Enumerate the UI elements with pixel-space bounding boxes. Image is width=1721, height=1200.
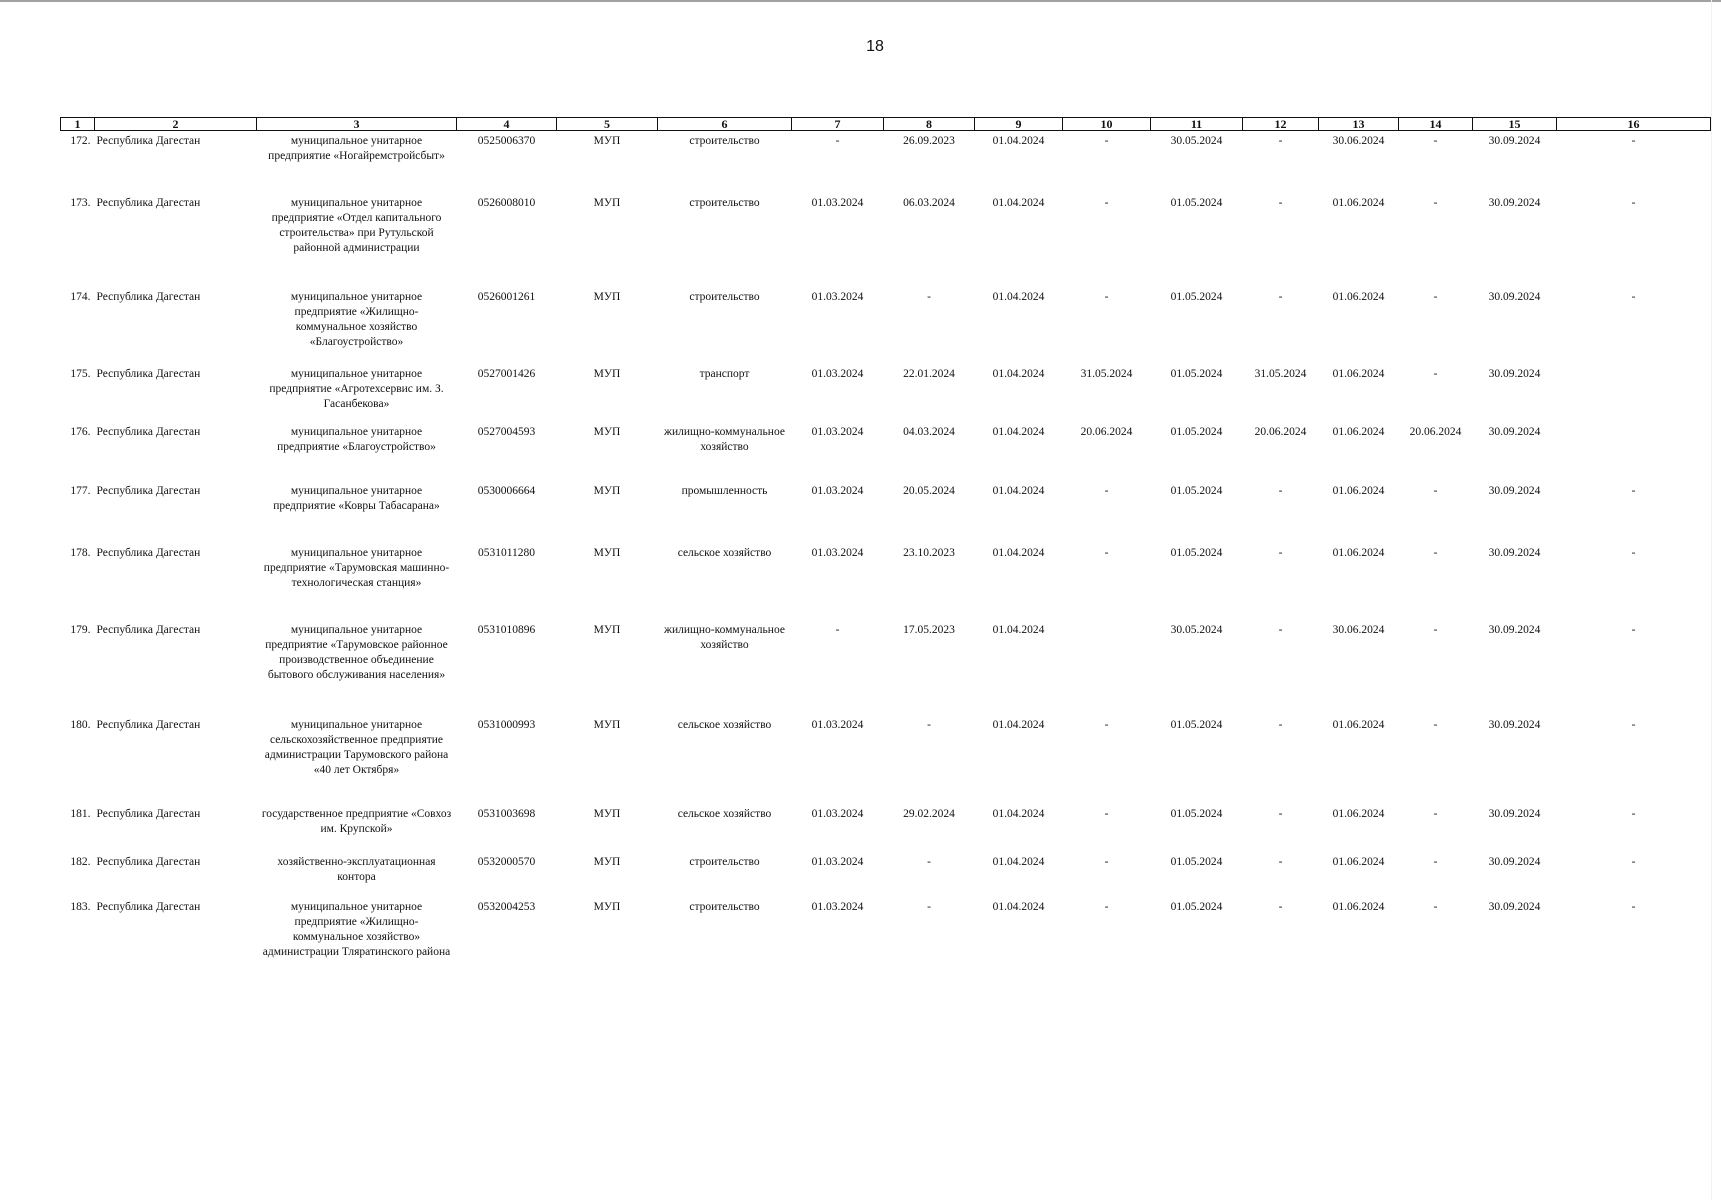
table-cell-col-15: 30.09.2024 (1488, 135, 1541, 147)
table-cell-col-1: 182. (70, 855, 91, 868)
table-cell-col-3: муниципальное унитарное предприятие «Тарумовская машинно-технологическая станция» (263, 546, 450, 589)
table-cell-col-10: - (1104, 900, 1109, 913)
table-cell-col-10: - (1104, 290, 1109, 303)
table-cell-col-5: МУП (593, 484, 621, 497)
table-cell-col-14: 20.06.2024 (1409, 425, 1462, 438)
table-cell-col-12: - (1278, 855, 1283, 868)
table-cell-col-2: Республика Дагестан (96, 718, 201, 731)
table-cell-col-9: 01.04.2024 (992, 546, 1045, 559)
table-cell-col-3: муниципальное унитарное предприятие «Тарумовское районное производственное объединение бытового обслуживания населения» (265, 623, 448, 681)
table-cell-col-2: Республика Дагестан (96, 484, 201, 497)
column-header-8: 8 (884, 118, 975, 131)
table-cell-col-14: - (1433, 855, 1438, 868)
column-header-5: 5 (557, 118, 658, 131)
table-cell-col-9: 01.04.2024 (992, 425, 1045, 438)
table-cell-col-12: - (1278, 900, 1283, 913)
table-cell-col-5: МУП (593, 855, 621, 868)
table-cell-col-4: 0525006370 (477, 135, 536, 147)
column-header-15: 15 (1473, 118, 1557, 131)
table-cell-col-8: 22.01.2024 (903, 367, 955, 380)
column-header-2: 2 (95, 118, 257, 131)
table-cell-col-1: 179. (70, 623, 91, 636)
table-cell-col-7: 01.03.2024 (811, 425, 864, 438)
table-cell-col-8: 26.09.2023 (903, 135, 955, 147)
column-header-16: 16 (1557, 118, 1711, 131)
table-cell-col-13: 01.06.2024 (1332, 855, 1385, 868)
table-cell-col-16 (1557, 422, 1711, 481)
table-cell-col-5: МУП (593, 900, 621, 913)
table-cell-col-10: - (1104, 484, 1109, 497)
table-cell-col-11: 01.05.2024 (1170, 807, 1223, 820)
table-cell-col-12: - (1278, 718, 1283, 731)
table-cell-col-9: 01.04.2024 (992, 135, 1045, 147)
table-cell-col-7: 01.03.2024 (811, 855, 864, 868)
table-cell-col-13: 01.06.2024 (1332, 718, 1385, 731)
table-cell-col-7: 01.03.2024 (811, 718, 864, 731)
table-cell-col-12: 20.06.2024 (1254, 425, 1307, 438)
table-cell-col-4: 0530006664 (477, 484, 536, 497)
table-cell-col-5: МУП (593, 718, 621, 731)
table-cell-col-7: 01.03.2024 (811, 546, 864, 559)
table-cell-col-4: 0531011280 (477, 546, 536, 559)
table-cell-col-10: - (1104, 807, 1109, 820)
table-cell-col-12: - (1278, 196, 1283, 209)
table-cell-col-2: Республика Дагестан (96, 855, 201, 868)
table-row (61, 287, 1711, 364)
table-cell-col-6: строительство (689, 900, 760, 913)
table-cell-col-14: - (1433, 290, 1438, 303)
table-cell-col-10: - (1104, 855, 1109, 868)
table-row (61, 804, 1711, 852)
table-cell-col-15: 30.09.2024 (1488, 623, 1541, 636)
table-cell-col-15: 30.09.2024 (1488, 484, 1541, 497)
table-cell-col-1: 183. (70, 900, 91, 913)
table-cell-col-11: 30.05.2024 (1170, 623, 1223, 636)
page-top-edge (0, 0, 1721, 2)
table-cell-col-11: 01.05.2024 (1170, 425, 1223, 438)
table-cell-col-1: 177. (70, 484, 91, 497)
table-cell-col-2: Республика Дагестан (96, 290, 201, 303)
table-cell-col-4: 0527004593 (477, 425, 536, 438)
column-header-13: 13 (1319, 118, 1399, 131)
table-cell-col-1: 180. (70, 718, 91, 731)
table-cell-col-2: Республика Дагестан (96, 196, 201, 209)
table-cell-col-14: - (1433, 135, 1438, 147)
table-cell-col-6: строительство (689, 135, 760, 147)
table-cell-col-8: 29.02.2024 (903, 807, 955, 820)
table-cell-col-3: муниципальное унитарное предприятие «Ногайремстройсбыт» (268, 135, 445, 162)
table-cell-col-16: - (1631, 546, 1636, 559)
table-cell-col-16 (1557, 364, 1711, 422)
column-header-9: 9 (975, 118, 1063, 131)
table-cell-col-9: 01.04.2024 (992, 367, 1045, 380)
table-cell-col-6: строительство (689, 290, 760, 303)
column-header-6: 6 (658, 118, 792, 131)
table-cell-col-3: муниципальное унитарное сельскохозяйственное предприятие администрации Тарумовского района «40 лет Октября» (264, 718, 449, 776)
table-cell-col-14: - (1433, 484, 1438, 497)
table-cell-col-3: муниципальное унитарное предприятие «Агротехсервис им. З. Гасанбекова» (269, 367, 444, 410)
table-cell-col-2: Республика Дагестан (96, 546, 201, 559)
table-cell-col-4: 0531010896 (477, 623, 536, 636)
table-cell-col-11: 01.05.2024 (1170, 855, 1223, 868)
table-cell-col-8: 06.03.2024 (903, 196, 955, 209)
table-cell-col-7: 01.03.2024 (811, 484, 864, 497)
table-cell-col-16: - (1631, 623, 1636, 636)
column-header-10: 10 (1063, 118, 1151, 131)
table-cell-col-5: МУП (593, 623, 621, 636)
table-cell-col-12: - (1278, 546, 1283, 559)
scan-edge (1711, 0, 1712, 1200)
table-cell-col-13: 30.06.2024 (1332, 623, 1385, 636)
table-cell-col-11: 01.05.2024 (1170, 290, 1223, 303)
table-cell-col-6: сельское хозяйство (677, 546, 772, 559)
table-cell-col-15: 30.09.2024 (1488, 807, 1541, 820)
table-cell-col-7: 01.03.2024 (811, 367, 864, 380)
table-cell-col-16: - (1631, 290, 1636, 303)
table-cell-col-9: 01.04.2024 (992, 718, 1045, 731)
table-cell-col-14: - (1433, 623, 1438, 636)
table-cell-col-13: 01.06.2024 (1332, 367, 1385, 380)
table-cell-col-16: - (1631, 484, 1636, 497)
column-header-14: 14 (1399, 118, 1473, 131)
table-cell-col-8: 17.05.2023 (903, 623, 955, 636)
table-row (61, 422, 1711, 481)
table-cell-col-16: - (1631, 855, 1636, 868)
table-cell-col-6: жилищно-коммунальное хозяйство (664, 623, 785, 651)
table-row (61, 620, 1711, 715)
table-cell-col-11: 01.05.2024 (1170, 900, 1223, 913)
table-cell-col-15: 30.09.2024 (1488, 290, 1541, 303)
table-cell-col-5: МУП (593, 807, 621, 820)
table-cell-col-11: 01.05.2024 (1170, 546, 1223, 559)
table-cell-col-13: 01.06.2024 (1332, 196, 1385, 209)
table-cell-col-14: - (1433, 196, 1438, 209)
table-cell-col-5: МУП (593, 425, 621, 438)
table-cell-col-1: 176. (70, 425, 91, 438)
table-row (61, 715, 1711, 804)
table-cell-col-4: 0526001261 (477, 290, 536, 303)
table-cell-col-14: - (1433, 367, 1438, 380)
table-cell-col-10: 31.05.2024 (1080, 367, 1133, 380)
table-cell-col-15: 30.09.2024 (1488, 196, 1541, 209)
table-row (61, 543, 1711, 620)
table-cell-col-3: государственное предприятие «Совхоз им. Крупской» (261, 807, 452, 835)
table-cell-col-13: 01.06.2024 (1332, 807, 1385, 820)
table-cell-col-8: - (927, 900, 931, 913)
table-cell-col-13: 01.06.2024 (1332, 425, 1385, 438)
table-cell-col-6: промышленность (681, 484, 768, 497)
table-cell-col-16: - (1631, 196, 1636, 209)
table-cell-col-7: 01.03.2024 (811, 290, 864, 303)
table-cell-col-2: Республика Дагестан (96, 425, 201, 438)
table-cell-col-6: строительство (689, 196, 760, 209)
table-cell-col-11: 01.05.2024 (1170, 196, 1223, 209)
table-cell-col-15: 30.09.2024 (1488, 425, 1541, 438)
table-cell-col-13: 01.06.2024 (1332, 484, 1385, 497)
table-cell-col-10: - (1104, 718, 1109, 731)
table-cell-col-12: - (1278, 135, 1283, 147)
table-cell-col-9: 01.04.2024 (992, 290, 1045, 303)
table-cell-col-8: 04.03.2024 (903, 425, 955, 438)
table-cell-col-5: МУП (593, 290, 621, 303)
table-cell-col-10: 20.06.2024 (1080, 425, 1133, 438)
table-cell-col-10 (1063, 620, 1151, 715)
table-row (61, 897, 1711, 977)
table-cell-col-5: МУП (593, 135, 621, 147)
column-header-3: 3 (257, 118, 457, 131)
table-cell-col-9: 01.04.2024 (992, 484, 1045, 497)
table-cell-col-8: - (927, 290, 931, 303)
table-cell-col-14: - (1433, 718, 1438, 731)
table-cell-col-9: 01.04.2024 (992, 807, 1045, 820)
table-cell-col-16: - (1631, 718, 1636, 731)
table-cell-col-7: 01.03.2024 (811, 807, 864, 820)
table-cell-col-13: 30.06.2024 (1332, 135, 1385, 147)
table-cell-col-8: - (927, 718, 931, 731)
table-cell-col-3: хозяйственно-эксплуатационная контора (277, 855, 436, 883)
table-cell-col-4: 0532000570 (477, 855, 536, 868)
table-cell-col-4: 0532004253 (477, 900, 536, 913)
table-cell-col-13: 01.06.2024 (1332, 290, 1385, 303)
table-cell-col-13: 01.06.2024 (1332, 900, 1385, 913)
table-cell-col-2: Республика Дагестан (96, 623, 201, 636)
table-cell-col-12: - (1278, 290, 1283, 303)
table-cell-col-7: 01.03.2024 (811, 900, 864, 913)
table-cell-col-13: 01.06.2024 (1332, 546, 1385, 559)
table-cell-col-1: 181. (70, 807, 91, 820)
table-cell-col-15: 30.09.2024 (1488, 718, 1541, 731)
table-cell-col-6: сельское хозяйство (677, 718, 772, 731)
header-row (61, 118, 1711, 131)
table-row (61, 131, 1711, 193)
table-cell-col-15: 30.09.2024 (1488, 546, 1541, 559)
table-cell-col-2: Республика Дагестан (96, 807, 201, 820)
table-cell-col-16: - (1631, 135, 1636, 147)
table-row (61, 193, 1711, 287)
table-cell-col-8: 20.05.2024 (903, 484, 955, 497)
table-cell-col-2: Республика Дагестан (96, 367, 201, 380)
table-cell-col-4: 0531000993 (477, 718, 536, 731)
table-cell-col-3: муниципальное унитарное предприятие «Благоустройство» (277, 425, 436, 453)
column-header-4: 4 (457, 118, 557, 131)
table-cell-col-2: Республика Дагестан (96, 900, 201, 913)
page-number: 18 (866, 38, 884, 55)
table-row (61, 481, 1711, 543)
table-cell-col-15: 30.09.2024 (1488, 900, 1541, 913)
table-cell-col-14: - (1433, 546, 1438, 559)
table-cell-col-4: 0531003698 (477, 807, 536, 820)
table-row (61, 852, 1711, 897)
table-cell-col-2: Республика Дагестан (96, 135, 201, 147)
table-cell-col-14: - (1433, 807, 1438, 820)
table-cell-col-12: - (1278, 807, 1283, 820)
table-cell-col-1: 173. (70, 196, 91, 209)
table-cell-col-10: - (1104, 135, 1109, 147)
table-cell-col-1: 174. (70, 290, 91, 303)
table-cell-col-4: 0527001426 (477, 367, 536, 380)
table-cell-col-16: - (1631, 807, 1636, 820)
column-header-12: 12 (1243, 118, 1319, 131)
registry-table (60, 117, 1711, 977)
table-cell-col-11: 01.05.2024 (1170, 484, 1223, 497)
table-cell-col-8: 23.10.2023 (903, 546, 955, 559)
table-header (61, 118, 1711, 131)
column-header-1: 1 (61, 118, 95, 131)
table-cell-col-9: 01.04.2024 (992, 196, 1045, 209)
table-cell-col-6: транспорт (699, 367, 750, 380)
table-cell-col-10: - (1104, 196, 1109, 209)
column-header-7: 7 (792, 118, 884, 131)
table-cell-col-1: 172. (70, 135, 91, 147)
table-cell-col-7: - (835, 135, 840, 147)
table-cell-col-5: МУП (593, 367, 621, 380)
table-cell-col-14: - (1433, 900, 1438, 913)
table-cell-col-11: 30.05.2024 (1170, 135, 1223, 147)
table-cell-col-12: - (1278, 623, 1283, 636)
table-cell-col-12: 31.05.2024 (1254, 367, 1307, 380)
table-cell-col-9: 01.04.2024 (992, 900, 1045, 913)
table-cell-col-3: муниципальное унитарное предприятие «Жилищно-коммунальное хозяйство «Благоустройство» (290, 290, 423, 348)
table-cell-col-7: - (835, 623, 840, 636)
table-body (61, 131, 1711, 977)
table-cell-col-8: - (927, 855, 931, 868)
table-cell-col-1: 178. (70, 546, 91, 559)
table-cell-col-6: строительство (689, 855, 760, 868)
table-cell-col-10: - (1104, 546, 1109, 559)
table-cell-col-5: МУП (593, 196, 621, 209)
table-cell-col-3: муниципальное унитарное предприятие «Жилищно-коммунальное хозяйство» администрации Тляратинского района (262, 900, 451, 958)
table-cell-col-3: муниципальное унитарное предприятие «Ковры Табасарана» (273, 484, 440, 512)
table-cell-col-15: 30.09.2024 (1488, 367, 1541, 380)
table-cell-col-11: 01.05.2024 (1170, 367, 1223, 380)
table-cell-col-4: 0526008010 (477, 196, 536, 209)
table-row (61, 364, 1711, 422)
table-cell-col-1: 175. (70, 367, 91, 380)
table-cell-col-3: муниципальное унитарное предприятие «Отдел капитального строительства» при Рутульской районной администрации (271, 196, 442, 254)
table-cell-col-5: МУП (593, 546, 621, 559)
table-cell-col-11: 01.05.2024 (1170, 718, 1223, 731)
column-header-11: 11 (1151, 118, 1243, 131)
table-cell-col-16: - (1631, 900, 1636, 913)
table-cell-col-15: 30.09.2024 (1488, 855, 1541, 868)
table-cell-col-6: сельское хозяйство (677, 807, 772, 820)
table-cell-col-7: 01.03.2024 (811, 196, 864, 209)
table-cell-col-9: 01.04.2024 (992, 623, 1045, 636)
table-cell-col-6: жилищно-коммунальное хозяйство (664, 425, 785, 453)
table-cell-col-9: 01.04.2024 (992, 855, 1045, 868)
table-cell-col-12: - (1278, 484, 1283, 497)
